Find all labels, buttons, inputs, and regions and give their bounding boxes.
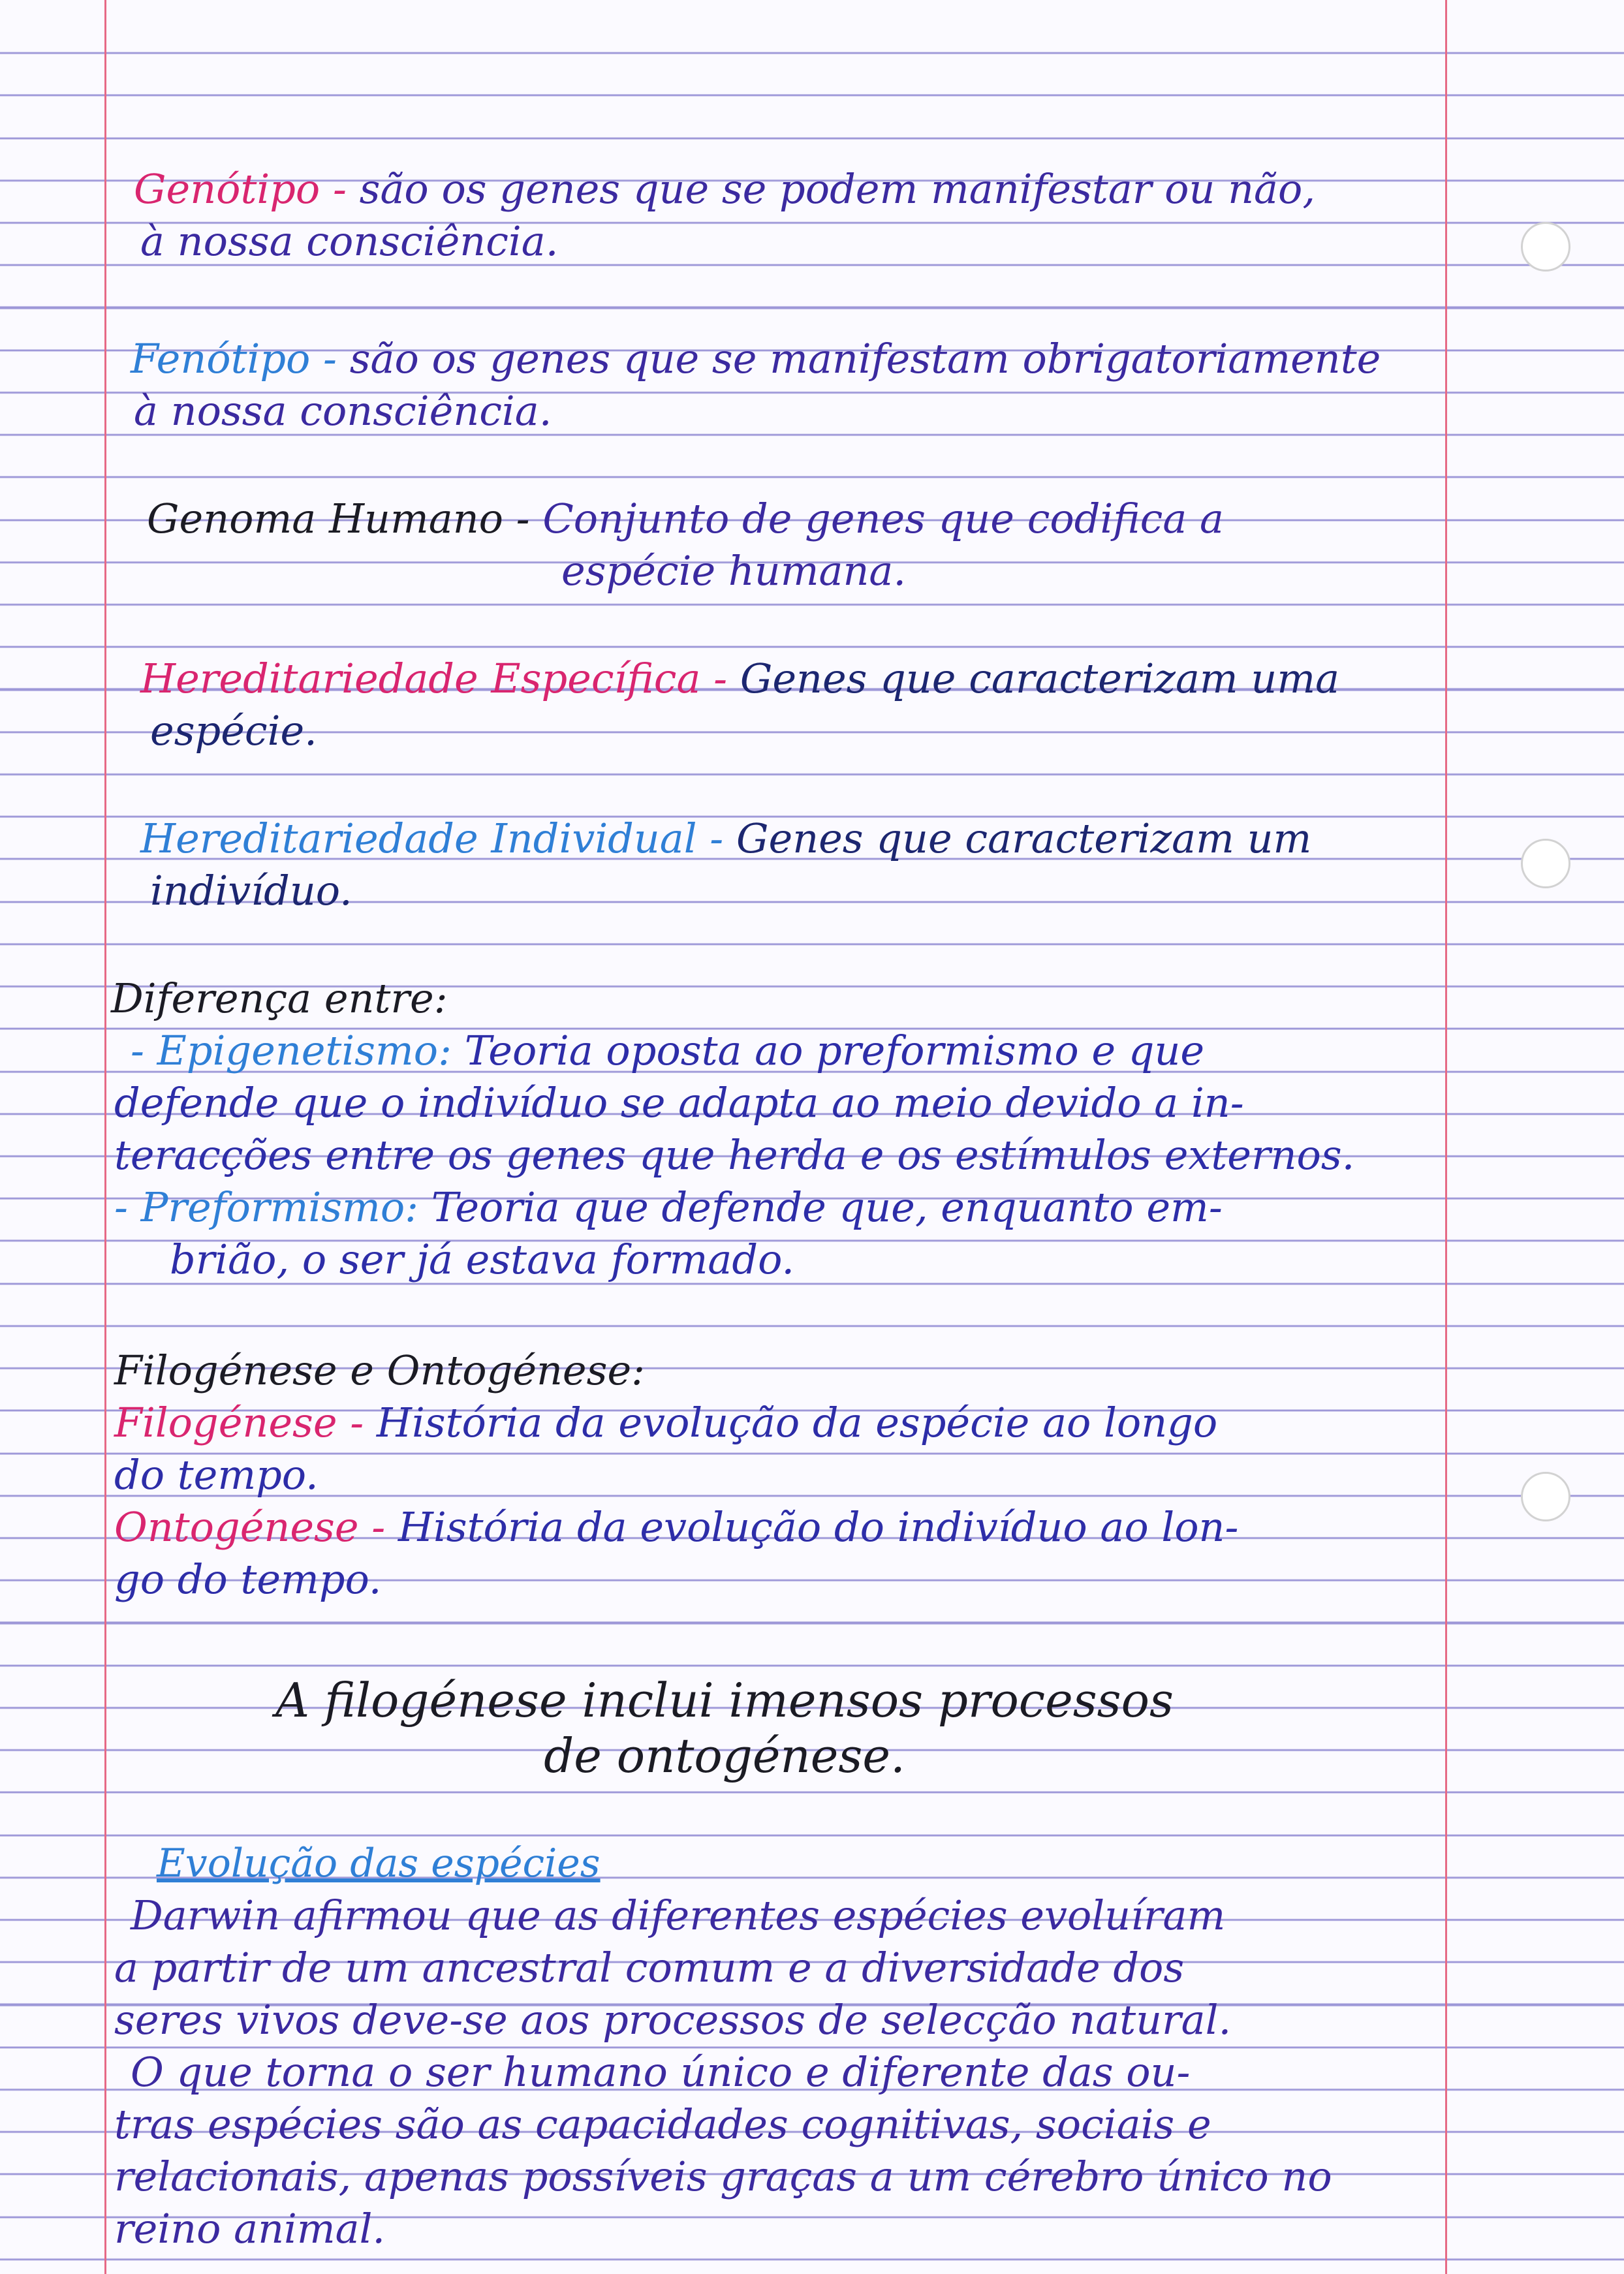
definition-text-cont: go do tempo. [114,1555,382,1603]
binder-hole [1521,222,1570,272]
definition-text-cont: do tempo. [114,1451,319,1499]
left-margin-line [104,0,106,2274]
section-title-evolucao: Evolução das espécies [157,1841,601,1886]
definition-fenotipo [131,333,1381,385]
definition-text: Genes que caracterizam um [736,815,1312,862]
heading-filogenese-ontogenese: Filogénese e Ontogénese: [114,1347,646,1394]
term-filogenese: Filogénese - [114,1399,364,1446]
definition-text: Conjunto de genes que codifica a [542,495,1224,542]
definition-genoma [147,493,1224,545]
paragraph-line: a partir de um ancestral comum e a diversidade dos [114,1944,1185,1991]
definition-text-cont: espécie humana. [561,547,907,595]
definition-filogenese [114,1397,1217,1449]
definition-text: são os genes que se podem manifestar ou não, [359,165,1316,213]
definition-text-cont: defende que o indivíduo se adapta ao meio devido a in- [114,1079,1244,1127]
binder-hole [1521,839,1570,888]
definition-text: História da evolução do indivíduo ao lon- [398,1503,1239,1551]
term-genoma: Genoma Humano - [147,495,530,542]
definition-text: Genes que caracterizam uma [740,655,1340,702]
definition-text: Teoria oposta ao preformismo e que [464,1027,1205,1074]
term-ontogenese: Ontogénese - [114,1503,386,1551]
binder-hole [1521,1472,1570,1521]
right-margin-line [1445,0,1447,2274]
definition-text-cont: espécie. [150,707,317,755]
term-preformismo: - Preformismo: [114,1183,419,1231]
definition-text: Teoria que defende que, enquanto em- [431,1183,1223,1231]
item-epigenetismo [131,1025,1204,1077]
paragraph-line: tras espécies são as capacidades cognitivas, sociais e [114,2100,1211,2148]
term-her-especifica: Hereditariedade Específica - [140,655,728,702]
paragraph-line: relacionais, apenas possíveis graças a um cérebro único no [114,2153,1332,2200]
paragraph-line: reino animal. [114,2205,386,2252]
definition-text-cont: indivíduo. [150,867,352,914]
term-her-individual: Hereditariedade Individual - [140,815,724,862]
definition-text: História da evolução da espécie ao longo [376,1399,1218,1446]
definition-text-cont: à nossa consciência. [134,387,552,435]
definition-text-cont: teracções entre os genes que herda e os estímulos externos. [114,1131,1355,1179]
paragraph-line: seres vivos deve-se aos processos de selecção natural. [114,1996,1232,2044]
definition-ontogenese [114,1501,1238,1553]
highlight-statement: A filogénese inclui imensos processos [275,1673,1174,1728]
term-genotipo: Genótipo - [134,165,347,213]
paragraph-line: O que torna o ser humano único e diferente das ou- [131,2048,1191,2096]
term-fenotipo: Fenótipo - [131,335,337,382]
definition-text-cont: à nossa consciência. [140,217,559,265]
heading-diferenca: Diferença entre: [111,974,448,1022]
definition-her-individual [140,813,1311,865]
highlight-statement-cont: de ontogénese. [544,1728,905,1783]
definition-genotipo [134,163,1315,215]
definition-text-cont: brião, o ser já estava formado. [170,1236,795,1283]
definition-her-especifica [140,653,1339,705]
term-epigenetismo: - Epigenetismo: [131,1027,452,1074]
paragraph-line: Darwin afirmou que as diferentes espécies evoluíram [131,1892,1226,1939]
definition-text: são os genes que se manifestam obrigatoriamente [349,335,1381,382]
item-preformismo [114,1181,1223,1234]
